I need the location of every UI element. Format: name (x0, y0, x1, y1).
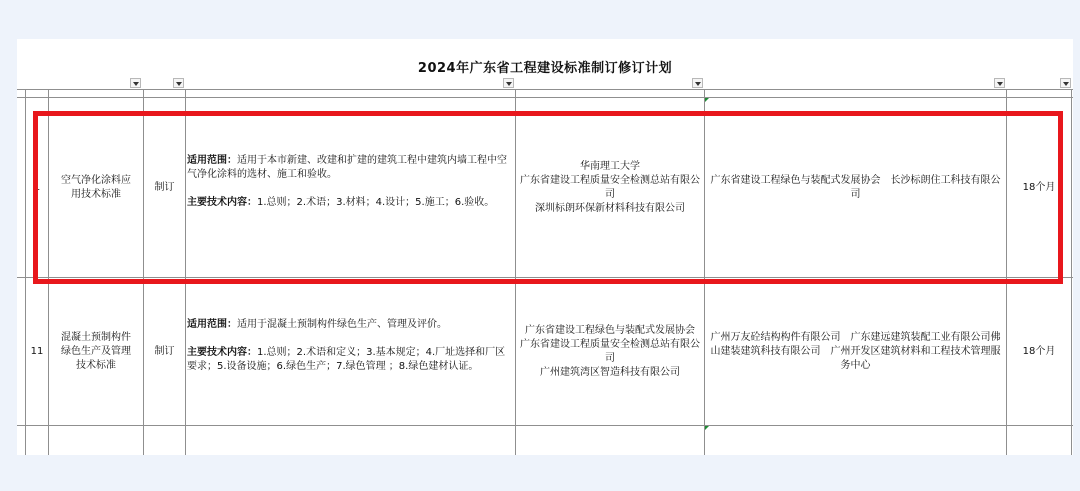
period: 18个月 (1022, 345, 1056, 357)
row-divider (17, 425, 1073, 426)
scope-label: 适用范围： (187, 319, 237, 330)
sheet-title: 2024年广东省工程建设标准制订修订计划 (417, 61, 673, 76)
content-label: 主要技术内容： (187, 347, 257, 358)
table-cell-index[interactable] (26, 278, 48, 425)
participant-units: 广东省建设工程绿色与装配式发展协会 长沙标朗住工科技有限公司 (710, 174, 1001, 200)
content-paragraph (187, 346, 513, 374)
highlight-box (33, 111, 1063, 284)
table-cell-name[interactable] (49, 278, 143, 425)
lead-unit: 华南理工大学 (580, 160, 640, 172)
content-text: 1.总则；2.术语；3.材料；4.设计；5.施工；6.验收。 (257, 197, 495, 208)
header-bottom-line (17, 89, 1073, 90)
filter-dropdown-icon[interactable] (503, 78, 514, 88)
standard-name: 混凝土预制构件绿色生产及管理技术标准 (61, 331, 131, 371)
column-line (1071, 90, 1072, 455)
row-index: 1 (33, 181, 41, 193)
table-cell-participants[interactable] (705, 278, 1006, 425)
project-type: 制订 (154, 345, 175, 357)
content-text: 1.总则；2.术语和定义；3.基本规定；4.厂址选择和厂区要求；5.设备设施；6.绿色生产；7.绿色管理 ；8.绿色建材认证。 (187, 347, 506, 372)
comment-marker-icon (705, 426, 709, 430)
table-cell-scope[interactable] (187, 318, 513, 374)
lead-unit: 广州建筑湾区智造科技有限公司 (540, 366, 680, 378)
scope-paragraph (187, 318, 513, 332)
period: 18个月 (1022, 181, 1056, 193)
table-cell-type[interactable] (144, 278, 185, 425)
table-cell-period[interactable] (1007, 278, 1071, 425)
scope-text: 适用于混凝土预制构件绿色生产、管理及评价。 (237, 319, 447, 330)
lead-unit: 广东省建设工程绿色与装配式发展协会 (525, 324, 695, 336)
filter-dropdown-icon[interactable] (994, 78, 1005, 88)
filter-dropdown-icon[interactable] (173, 78, 184, 88)
filter-dropdown-icon[interactable] (130, 78, 141, 88)
row-index: 11 (30, 345, 44, 357)
standard-name: 空气净化涂料应用技术标准 (61, 174, 131, 200)
filter-dropdown-icon[interactable] (1060, 78, 1071, 88)
filter-dropdown-icon[interactable] (692, 78, 703, 88)
participant-units: 广州万友砼结构构件有限公司 广东建远建筑装配工业有限公司佛山建装建筑科技有限公司 广州开发区建筑材料和工程技术管理服务中心 (710, 331, 1001, 371)
lead-unit: 深圳标朗环保新材料科技有限公司 (535, 202, 685, 214)
scope-text: 适用于本市新建、改建和扩建的建筑工程中建筑内墙工程中空气净化涂料的选材、施工和验收。 (187, 155, 507, 180)
scope-label: 适用范围： (187, 155, 237, 166)
content-label: 主要技术内容： (187, 197, 257, 208)
table-cell-lead-units[interactable] (516, 278, 704, 425)
lead-unit: 广东省建设工程质量安全检测总站有限公司 (520, 338, 700, 364)
project-type: 制订 (154, 181, 175, 193)
lead-unit: 广东省建设工程质量安全检测总站有限公司 (520, 174, 700, 200)
